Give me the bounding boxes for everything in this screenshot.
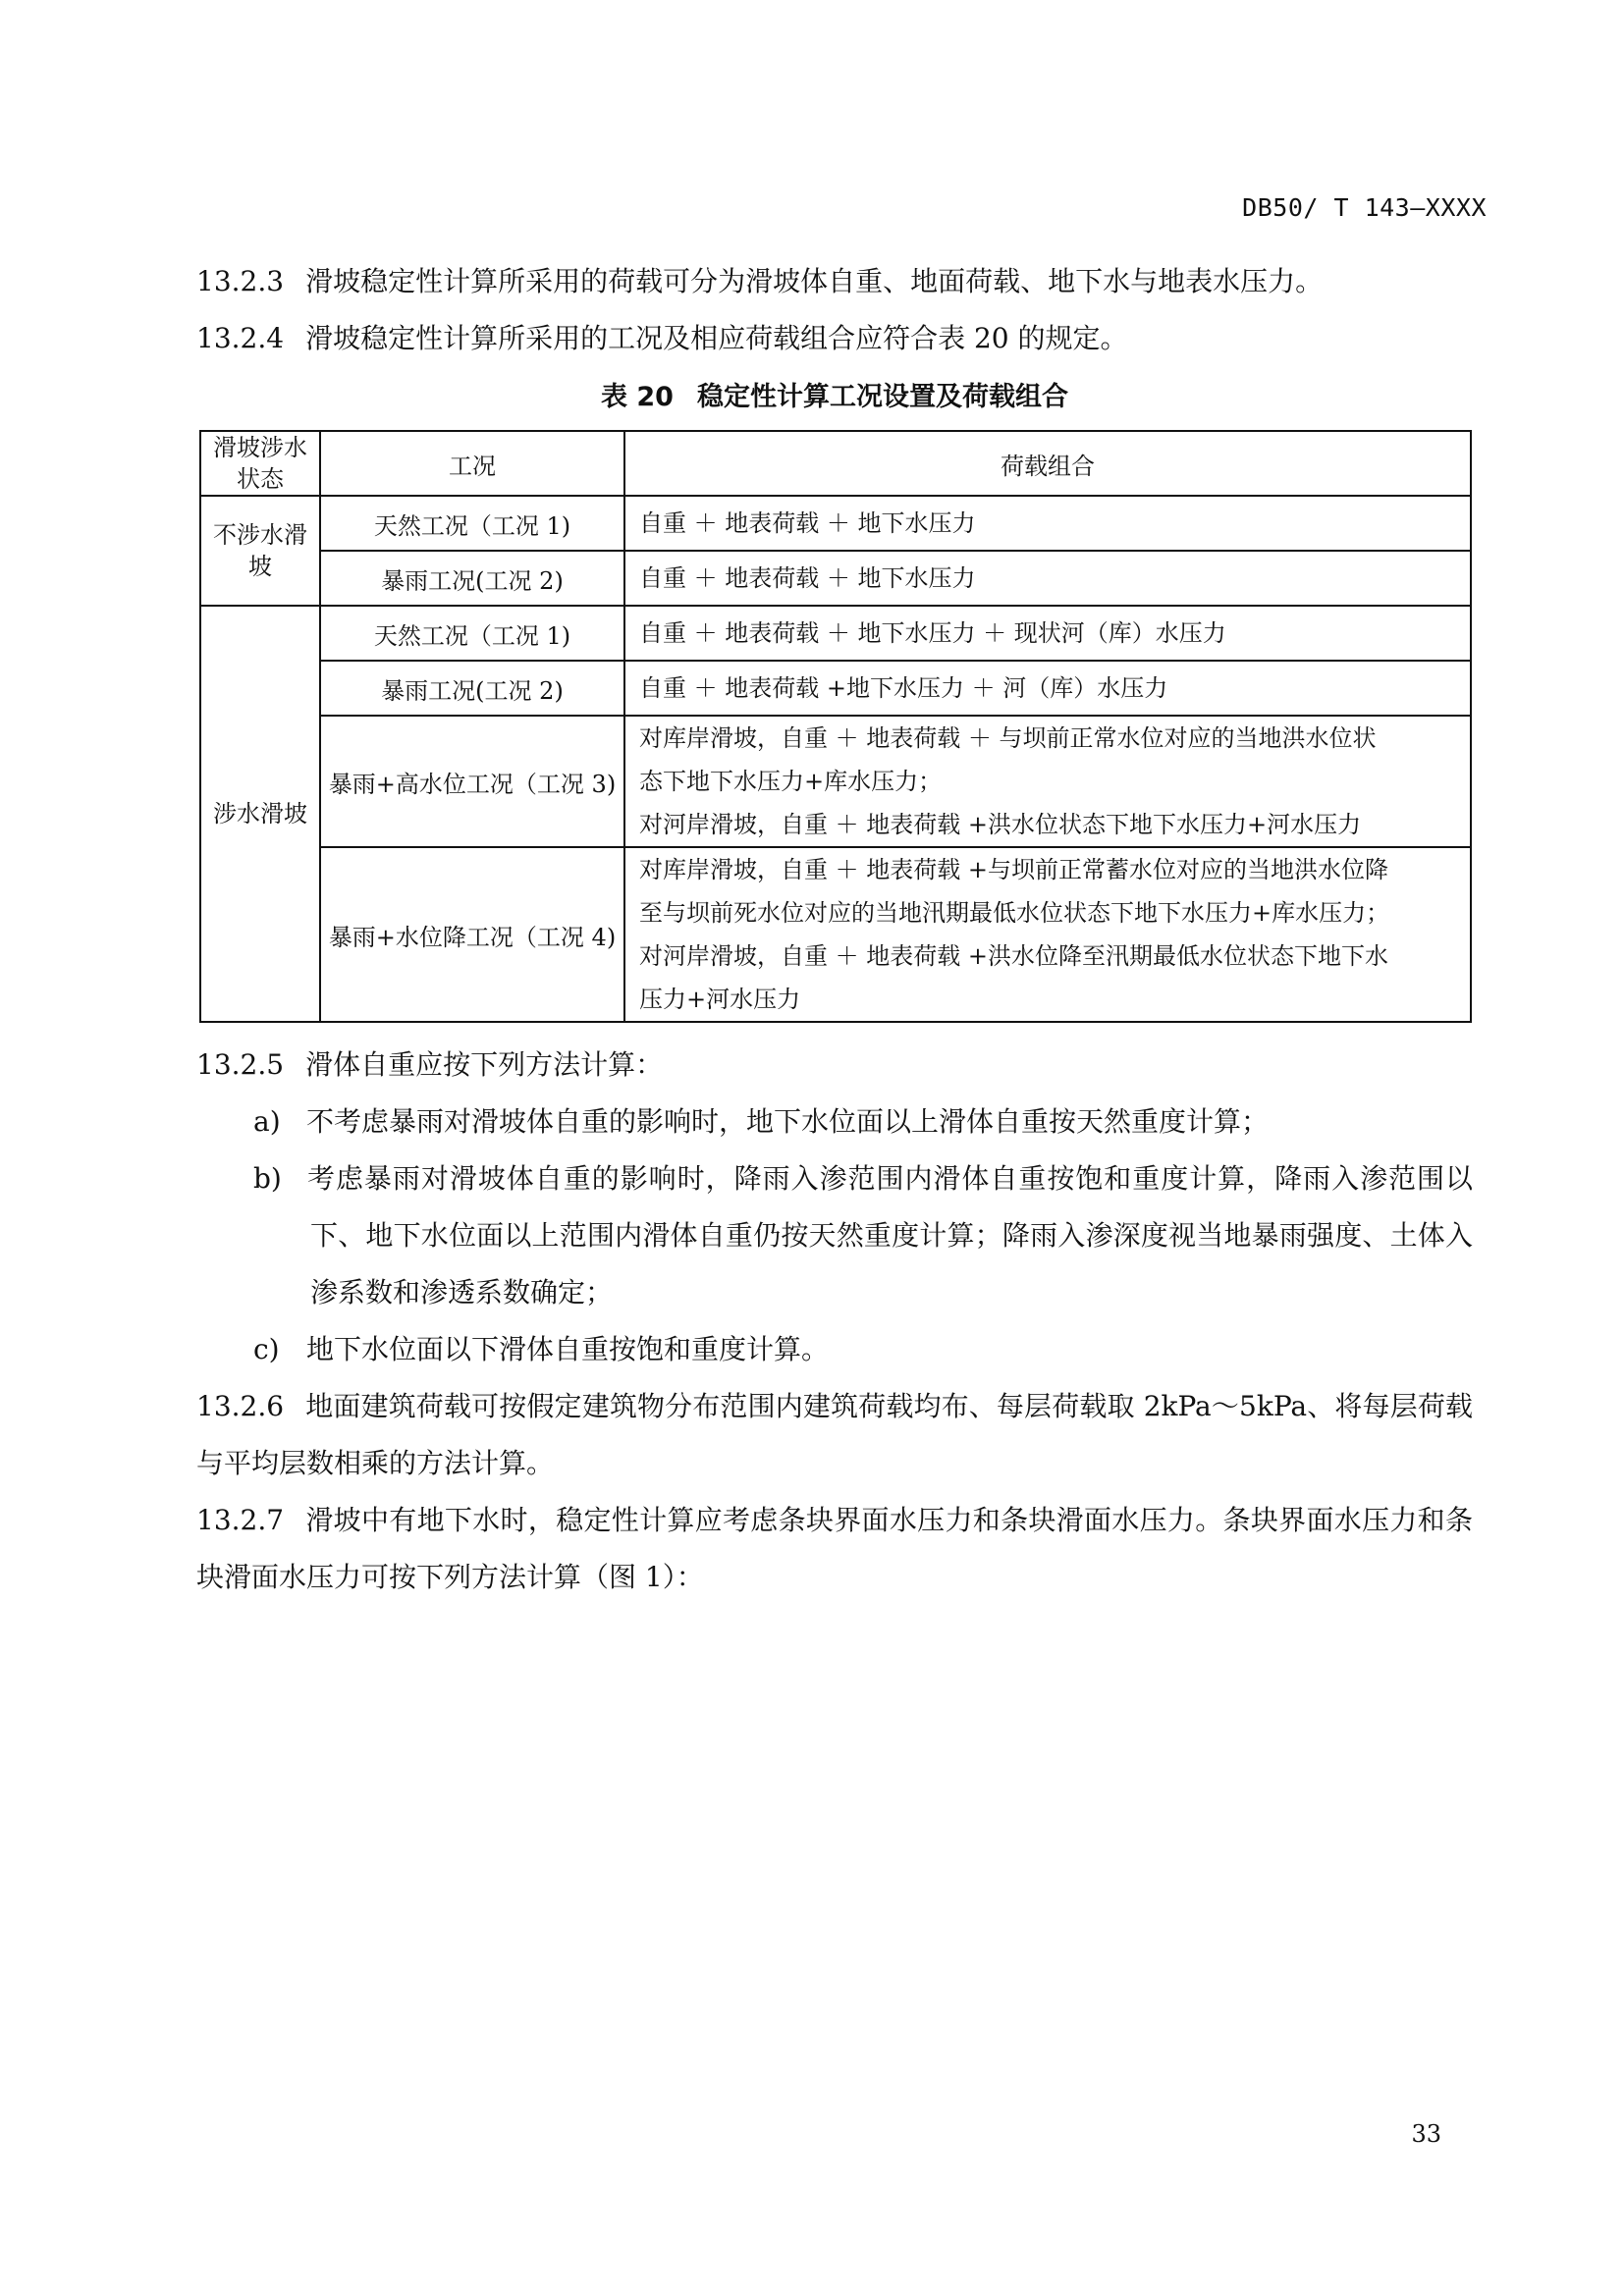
document-code: DB50/ T 143—XXXX <box>1242 193 1487 222</box>
table-row <box>200 496 1471 551</box>
load-cell <box>624 551 1471 606</box>
list-item-c <box>253 1321 1473 1378</box>
table-header-row <box>200 431 1471 496</box>
load-line: 至与坝前死水位对应的当地汛期最低水位状态下地下水压力+库水压力； <box>639 899 1390 927</box>
load-line: 自重 ＋ 地表荷载 ＋ 地下水压力 <box>639 564 976 592</box>
load-cell <box>624 661 1471 716</box>
load-line: 自重 ＋ 地表荷载 ＋ 地下水压力 <box>639 509 976 537</box>
clause-number: 13.2.6 <box>196 1390 285 1422</box>
clause-text: 滑坡稳定性计算所采用的荷载可分为滑坡体自重、地面荷载、地下水与地表水压力。 <box>305 265 1324 297</box>
load-cell <box>624 716 1471 847</box>
case-cell: 暴雨+高水位工况（工况 3) <box>320 716 624 847</box>
case-cell: 天然工况（工况 1) <box>320 606 624 661</box>
table-caption <box>196 369 1473 426</box>
case-cell: 暴雨工况(工况 2) <box>320 551 624 606</box>
list-item-text: 考虑暴雨对滑坡体自重的影响时，降雨入渗范围内滑体自重按饱和重度计算，降雨入渗范围以下、地下水位面以上范围内滑体自重仍按天然重度计算；降雨入渗深度视当地暴雨强度、土体入渗系数和渗透系数确定； <box>306 1162 1473 1308</box>
load-line: 对库岸滑坡，自重 ＋ 地表荷载 +与坝前正常蓄水位对应的当地洪水位降 <box>639 856 1388 883</box>
list-item-a <box>253 1094 1473 1150</box>
load-line: 自重 ＋ 地表荷载 ＋ 地下水压力 ＋ 现状河（库）水压力 <box>639 619 1226 647</box>
load-line: 对河岸滑坡，自重 ＋ 地表荷载 +洪水位状态下地下水压力+河水压力 <box>639 811 1362 838</box>
load-line: 压力+河水压力 <box>639 986 801 1013</box>
clause-13-2-5 <box>196 1037 1473 1094</box>
list-item-label: c) <box>253 1333 280 1365</box>
state-cell: 不涉水滑坡 <box>200 496 320 606</box>
clause-text: 滑坡稳定性计算所采用的工况及相应荷载组合应符合表 20 的规定。 <box>305 322 1128 354</box>
header-cell-case: 工况 <box>320 431 624 496</box>
clause-13-2-6 <box>196 1378 1473 1492</box>
list-item-label: b) <box>253 1162 282 1195</box>
table-caption-title: 稳定性计算工况设置及荷载组合 <box>696 382 1068 412</box>
load-line: 自重 ＋ 地表荷载 +地下水压力 ＋ 河（库）水压力 <box>639 674 1168 702</box>
clause-text: 滑坡中有地下水时，稳定性计算应考虑条块界面水压力和条块滑面水压力。条块界面水压力和条块滑面水压力可按下列方法计算（图 1）： <box>196 1504 1473 1593</box>
load-line: 对河岸滑坡，自重 ＋ 地表荷载 +洪水位降至汛期最低水位状态下地下水 <box>639 942 1388 970</box>
case-cell: 天然工况（工况 1) <box>320 496 624 551</box>
load-cell <box>624 847 1471 1022</box>
table-row <box>200 716 1471 847</box>
page-content <box>196 253 1473 1606</box>
case-cell: 暴雨工况(工况 2) <box>320 661 624 716</box>
page-number: 33 <box>1411 2120 1441 2148</box>
clause-text: 地面建筑荷载可按假定建筑物分布范围内建筑荷载均布、每层荷载取 2kPa～5kPa、将每层荷载与平均层数相乘的方法计算。 <box>196 1390 1473 1479</box>
list-item-text: 不考虑暴雨对滑坡体自重的影响时，地下水位面以上滑体自重按天然重度计算； <box>306 1105 1270 1138</box>
clause-13-2-7 <box>196 1492 1473 1606</box>
header-cell-state: 滑坡涉水状态 <box>200 431 320 496</box>
clause-number: 13.2.3 <box>196 265 285 297</box>
case-cell: 暴雨+水位降工况（工况 4) <box>320 847 624 1022</box>
clause-number: 13.2.5 <box>196 1048 285 1081</box>
clause-text: 滑体自重应按下列方法计算： <box>305 1048 664 1081</box>
header-cell-load: 荷载组合 <box>624 431 1471 496</box>
list-item-label: a) <box>253 1105 281 1138</box>
clause-13-2-4 <box>196 310 1473 367</box>
load-cell <box>624 606 1471 661</box>
clause-13-2-3 <box>196 253 1473 310</box>
state-cell: 涉水滑坡 <box>200 606 320 1022</box>
table-row <box>200 661 1471 716</box>
load-combination-table <box>199 430 1472 1023</box>
table-caption-number: 表 20 <box>601 382 674 412</box>
list-item-b <box>253 1150 1473 1321</box>
load-line: 对库岸滑坡，自重 ＋ 地表荷载 ＋ 与坝前正常水位对应的当地洪水位状 <box>639 724 1377 752</box>
clause-number: 13.2.4 <box>196 322 285 354</box>
load-cell <box>624 496 1471 551</box>
table-row <box>200 551 1471 606</box>
table-row <box>200 606 1471 661</box>
clause-number: 13.2.7 <box>196 1504 285 1536</box>
table-row <box>200 847 1471 1022</box>
list-item-text: 地下水位面以下滑体自重按饱和重度计算。 <box>306 1333 830 1365</box>
load-line: 态下地下水压力+库水压力； <box>639 768 943 795</box>
